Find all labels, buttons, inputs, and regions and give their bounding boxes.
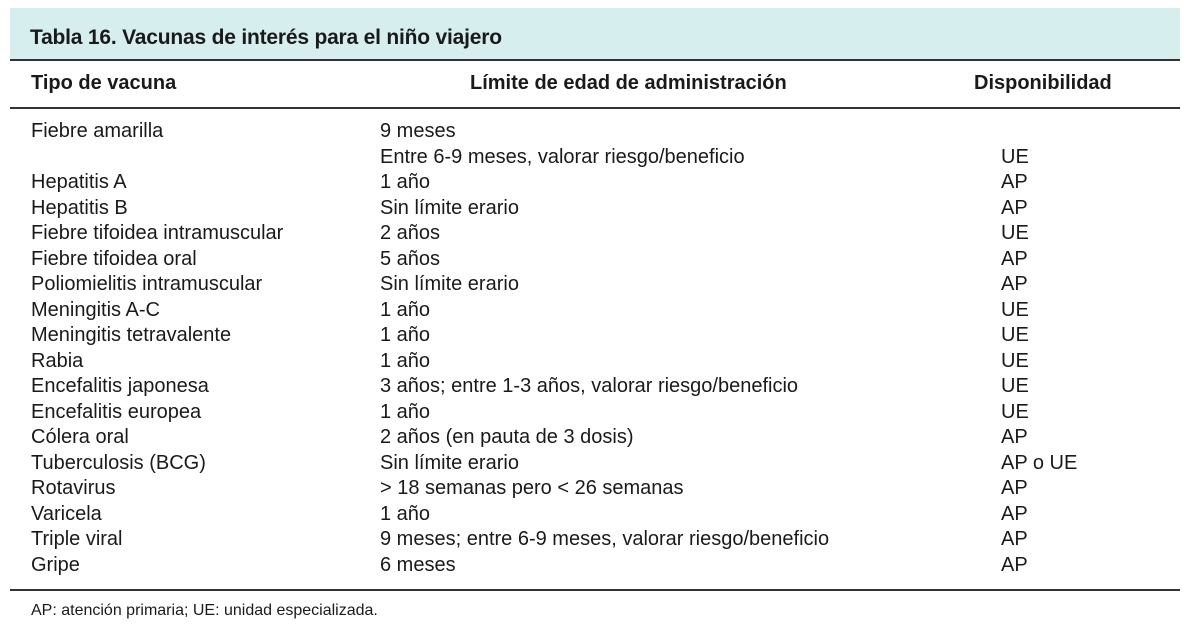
table-title-bar: [10, 8, 1180, 60]
table-row: [0, 119, 1189, 145]
header-vaccine-type: Tipo de vacuna: [31, 72, 177, 94]
age-limit-cell: 1 año: [380, 400, 431, 423]
age-limit-cell: 9 meses; entre 6-9 meses, valorar riesgo/beneficio: [380, 528, 830, 550]
table-row: [0, 400, 1189, 426]
vaccine-cell: Gripe: [31, 553, 80, 576]
table-title: Tabla 16. Vacunas de interés para el niño viajero: [30, 26, 502, 49]
vaccine-cell: Tuberculosis (BCG): [31, 451, 206, 474]
table-row: [0, 196, 1189, 222]
age-limit-cell: 6 meses: [380, 553, 456, 576]
table-row: [0, 553, 1189, 579]
availability-cell: AP: [1001, 426, 1028, 448]
vaccine-cell: Meningitis A-C: [31, 298, 160, 321]
table-footnote: AP: atención primaria; UE: unidad especializada.: [31, 602, 378, 619]
age-limit-cell: Sin límite erario: [380, 273, 519, 295]
availability-cell: UE: [1001, 349, 1029, 372]
table-row: [0, 374, 1189, 400]
table-row: [0, 221, 1189, 247]
age-limit-cell: 3 años; entre 1-3 años, valorar riesgo/beneficio: [380, 375, 799, 397]
age-limit-cell: Sin límite erario: [380, 451, 519, 474]
table-row: [0, 272, 1189, 298]
table-body: [0, 119, 1189, 578]
availability-cell: AP: [1001, 477, 1028, 499]
availability-cell: AP: [1001, 528, 1028, 550]
age-limit-cell: 5 años: [380, 247, 441, 270]
vaccine-cell: Rotavirus: [31, 477, 116, 499]
age-limit-cell: > 18 semanas pero < 26 semanas: [380, 477, 684, 499]
availability-cell: UE: [1001, 222, 1029, 244]
vaccine-cell: Encefalitis japonesa: [31, 375, 209, 397]
availability-cell: AP: [1001, 502, 1028, 525]
table-row: [0, 170, 1189, 196]
top-rule: [10, 59, 1180, 61]
header-availability: Disponibilidad: [974, 72, 1112, 94]
vaccine-cell: Meningitis tetravalente: [31, 324, 232, 346]
age-limit-cell: 1 año: [380, 298, 431, 321]
vaccine-cell: Cólera oral: [31, 426, 129, 448]
availability-cell: UE: [1001, 375, 1029, 397]
availability-cell: AP: [1001, 171, 1028, 193]
age-limit-cell: Entre 6-9 meses, valorar riesgo/beneficio: [380, 145, 745, 168]
vaccine-cell: Encefalitis europea: [31, 400, 202, 423]
availability-cell: UE: [1001, 324, 1029, 346]
header-age-limit: Límite de edad de administración: [470, 72, 787, 94]
age-limit-cell: 1 año: [380, 502, 431, 525]
availability-cell: AP: [1001, 553, 1028, 576]
availability-cell: AP: [1001, 247, 1028, 270]
availability-cell: UE: [1001, 298, 1029, 321]
table-row: [0, 476, 1189, 502]
availability-cell: AP o UE: [1001, 451, 1078, 474]
table-row: [0, 502, 1189, 528]
table-row: [0, 425, 1189, 451]
vaccine-cell: Poliomielitis intramuscular: [31, 273, 263, 295]
availability-cell: AP: [1001, 273, 1028, 295]
vaccine-cell: Varicela: [31, 502, 102, 525]
table-row: [0, 451, 1189, 477]
age-limit-cell: 1 año: [380, 324, 431, 346]
availability-cell: UE: [1001, 400, 1029, 423]
age-limit-cell: 1 año: [380, 349, 431, 372]
table-row: [0, 527, 1189, 553]
vaccine-cell: Fiebre tifoidea oral: [31, 247, 197, 270]
age-limit-cell: 2 años: [380, 222, 441, 244]
header-rule: [10, 107, 1180, 109]
age-limit-cell: Sin límite erario: [380, 196, 519, 219]
availability-cell: UE: [1001, 145, 1029, 168]
bottom-rule: [10, 589, 1180, 591]
table-row: [0, 298, 1189, 324]
table-row: [0, 349, 1189, 375]
vaccine-cell: Rabia: [31, 349, 84, 372]
age-limit-cell: 1 año: [380, 171, 431, 193]
table-row: [0, 247, 1189, 273]
vaccine-cell: Fiebre tifoidea intramuscular: [31, 222, 284, 244]
vaccine-cell: Hepatitis A: [31, 171, 127, 193]
table-row: [0, 145, 1189, 171]
age-limit-cell: 2 años (en pauta de 3 dosis): [380, 426, 634, 448]
vaccine-cell: Triple viral: [31, 528, 123, 550]
availability-cell: AP: [1001, 196, 1028, 219]
age-limit-cell: 9 meses: [380, 120, 456, 142]
table-row: [0, 323, 1189, 349]
vaccine-cell: Hepatitis B: [31, 196, 128, 219]
vaccine-cell: Fiebre amarilla: [31, 120, 164, 142]
